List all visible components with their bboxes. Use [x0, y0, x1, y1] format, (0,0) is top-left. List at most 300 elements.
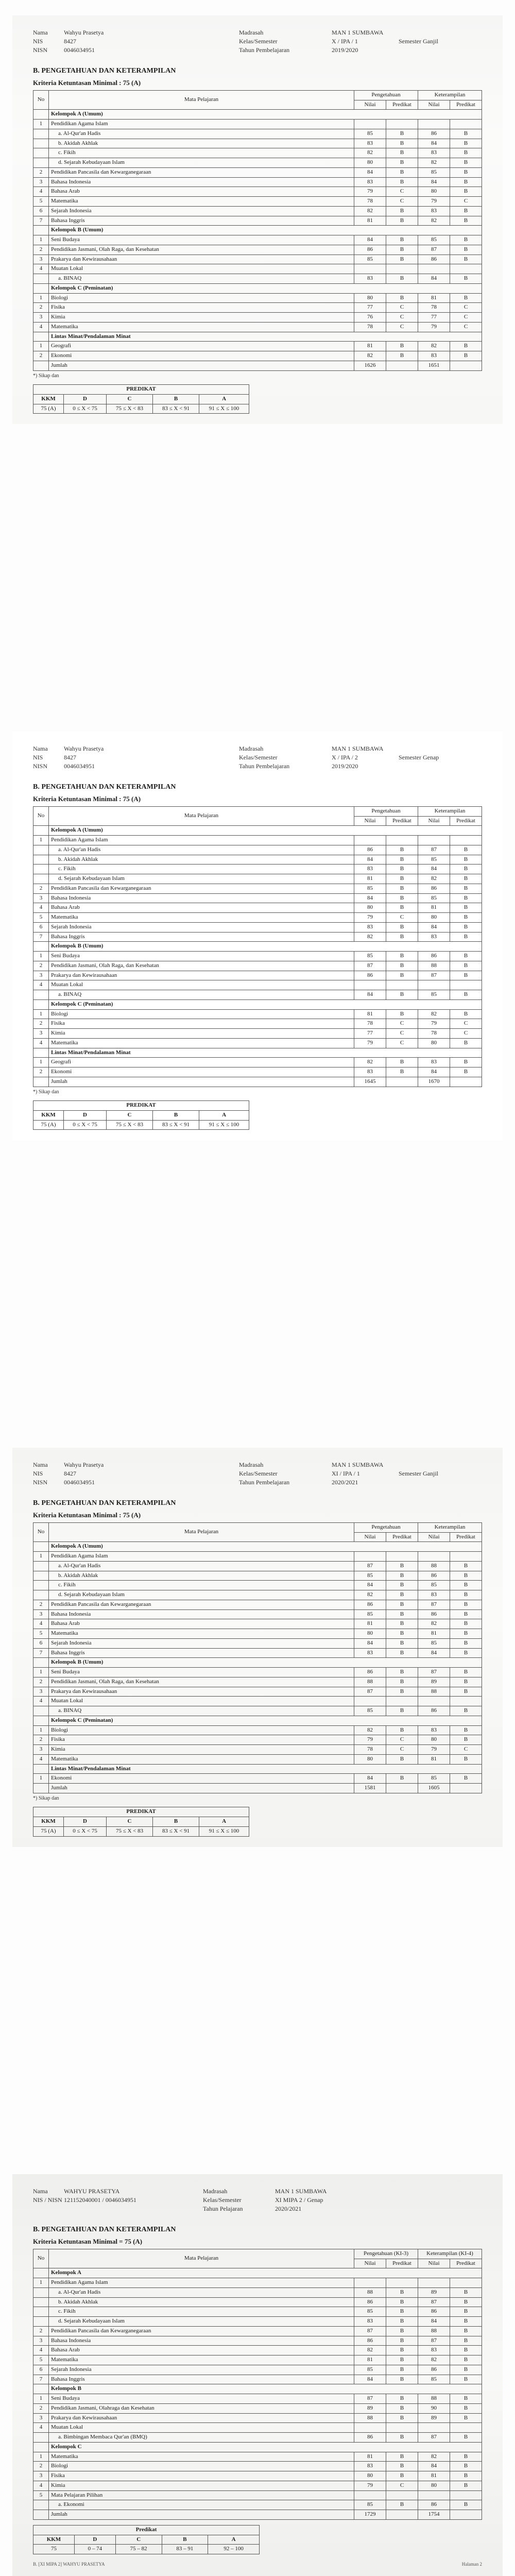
grade-value: 82 [354, 2346, 386, 2355]
section-title: B. PENGETAHUAN DAN KETERAMPILAN [33, 2226, 176, 2233]
grade-value: 85 [418, 893, 450, 903]
table-row [33, 1668, 482, 1677]
grade-predicate: B [386, 1706, 418, 1716]
col-header-keterampilan: Keterampilan [418, 90, 482, 100]
row-number: 2 [33, 167, 49, 177]
report-page [12, 15, 503, 424]
grade-value: 80 [418, 1038, 450, 1048]
grade-predicate: B [450, 913, 482, 923]
row-number [33, 1706, 49, 1716]
row-number [33, 226, 49, 235]
grade-predicate: B [386, 216, 418, 226]
table-row [33, 361, 482, 370]
grade-value: 86 [354, 971, 386, 980]
subject-name: Prakarya dan Kewirausahaan [49, 1687, 354, 1697]
table-group-row [33, 1764, 482, 1774]
table-row [33, 836, 482, 845]
col-header-subject: Mata Pelajaran [49, 90, 354, 110]
row-number: 2 [33, 2462, 49, 2471]
grade-value: 81 [354, 2452, 386, 2462]
predicate-range: 75 ≤ X < 83 [107, 404, 153, 414]
grade-value: 86 [418, 884, 450, 893]
grade-predicate [450, 2278, 482, 2288]
header-nisn-label: NISN [33, 1479, 48, 1486]
grade-predicate: B [450, 971, 482, 980]
grade-value: 88 [418, 961, 450, 971]
section-title: B. PENGETAHUAN DAN KETERAMPILAN [33, 783, 176, 791]
grade-predicate [386, 1784, 418, 1793]
header-tahun-label: Tahun Pembelajaran [239, 762, 290, 770]
row-number: 3 [33, 1745, 49, 1755]
grade-predicate: B [386, 139, 418, 148]
header-nisn-label: NISN [33, 46, 48, 54]
grade-predicate: B [450, 1735, 482, 1745]
grade-value: 80 [418, 2481, 450, 2490]
grade-value: 82 [354, 1725, 386, 1735]
table-row [33, 2462, 482, 2471]
subject-name: c. Fikih [49, 1581, 354, 1590]
subject-name: Pendidikan Jasmani, Olahraga dan Kesehatan [49, 2403, 354, 2413]
grade-predicate [386, 2423, 418, 2433]
header-madrasah: MAN 1 SUMBAWA [332, 29, 384, 36]
row-number: 2 [33, 884, 49, 893]
grade-value: 85 [418, 990, 450, 1000]
table-row [33, 1706, 482, 1716]
col-header-keterampilan: Keterampilan (KI-4) [418, 2249, 482, 2259]
grade-value: 86 [418, 2307, 450, 2317]
predicate-head: D [64, 1817, 107, 1827]
table-row [33, 990, 482, 1000]
table-group-row [33, 1658, 482, 1668]
table-row [33, 2365, 482, 2375]
grade-predicate: B [450, 1648, 482, 1658]
grade-value: 87 [418, 971, 450, 980]
table-row [33, 2394, 482, 2404]
table-row [33, 2355, 482, 2365]
grade-predicate: B [450, 2336, 482, 2346]
grade-predicate: B [386, 2375, 418, 2384]
grade-predicate: B [386, 961, 418, 971]
subject-name: b. Akidah Akhlak [49, 855, 354, 865]
grade-value: 82 [418, 1619, 450, 1629]
table-row [33, 1077, 482, 1087]
grade-value: 84 [354, 1581, 386, 1590]
grade-predicate: B [386, 351, 418, 361]
grade-value: 84 [354, 855, 386, 865]
table-header-row [33, 806, 482, 816]
grade-predicate: B [450, 893, 482, 903]
col-subheader: Nilai [418, 816, 450, 826]
grade-predicate [450, 2490, 482, 2500]
grade-value: 80 [418, 913, 450, 923]
grades-table [33, 806, 482, 1087]
row-number: 4 [33, 1619, 49, 1629]
table-row [33, 2278, 482, 2288]
grade-value: 82 [418, 342, 450, 351]
row-number [33, 2510, 49, 2520]
table-row [33, 120, 482, 129]
header-spacer [342, 2205, 512, 2213]
row-number: 2 [33, 1019, 49, 1029]
grade-predicate: B [450, 874, 482, 884]
header-spacer [167, 745, 239, 753]
grade-predicate: B [450, 1774, 482, 1784]
subject-name: Kelompok C (Peminatan) [49, 999, 482, 1009]
predicate-range: 83 ≤ X < 91 [153, 1120, 199, 1130]
subject-name: Bahasa Arab [49, 2346, 354, 2355]
predicate-table [33, 1807, 249, 1836]
footer-right: Halaman 2 [461, 2562, 482, 2567]
row-number: 2 [33, 1067, 49, 1077]
grade-value [418, 1552, 450, 1562]
header-nis-label: NIS [33, 1470, 43, 1477]
grade-value [354, 2423, 386, 2433]
predicate-head: KKM [33, 394, 64, 404]
col-subheader: Predikat [450, 100, 482, 110]
grade-value: 80 [418, 1735, 450, 1745]
table-header-row [33, 1522, 482, 1532]
subject-name: a. Al-Qur'an Hadis [49, 2287, 354, 2297]
subject-name: Ekonomi [49, 1067, 354, 1077]
row-number [33, 2287, 49, 2297]
grade-predicate: B [386, 235, 418, 245]
predicate-head-row [33, 2535, 260, 2545]
subject-name: a. Bimbingan Membaca Qur'an (BMQ) [49, 2433, 354, 2443]
table-row [33, 274, 482, 284]
predicate-range: 75 [33, 2545, 75, 2554]
grade-value: 82 [354, 351, 386, 361]
grade-predicate: B [450, 2346, 482, 2355]
predicate-title-row [33, 1101, 249, 1111]
col-header-no: No [33, 90, 49, 110]
predicate-head: A [208, 2535, 260, 2545]
subject-name: a. BINAQ [49, 274, 354, 284]
grade-predicate: B [450, 2297, 482, 2307]
table-row [33, 177, 482, 187]
grade-value: 87 [418, 2297, 450, 2307]
grade-predicate: B [386, 1629, 418, 1639]
predicate-title: PREDIKAT [33, 385, 249, 395]
header-nama-label: Nama [33, 29, 48, 36]
table-row [33, 932, 482, 942]
col-header-subject: Mata Pelajaran [49, 806, 354, 826]
row-number: 5 [33, 2490, 49, 2500]
grade-value: 83 [418, 932, 450, 942]
table-row [33, 913, 482, 923]
subject-name: Bahasa Arab [49, 903, 354, 913]
predicate-head: D [64, 1110, 107, 1120]
header-nis-label: NIS / NISN [33, 2196, 62, 2204]
header-nama: WAHYU PRASETYA [64, 2188, 120, 2195]
grade-value: 85 [354, 2365, 386, 2375]
grade-value: 86 [354, 245, 386, 255]
grade-value: 80 [354, 1629, 386, 1639]
header-tahun-label: Tahun Pembelajaran [239, 1479, 290, 1486]
grade-predicate [386, 120, 418, 129]
grade-predicate: B [386, 2403, 418, 2413]
subject-name: Kimia [49, 1745, 354, 1755]
report-page [12, 732, 503, 1140]
grade-predicate: B [386, 893, 418, 903]
grade-value: 79 [418, 1019, 450, 1029]
row-number [33, 2384, 49, 2394]
predicate-range: 75 (A) [33, 404, 64, 414]
grade-value: 86 [354, 2433, 386, 2443]
subject-name: Muatan Lokal [49, 1697, 354, 1706]
subject-name: Sejarah Indonesia [49, 922, 354, 932]
grade-value: 79 [354, 913, 386, 923]
col-subheader: Nilai [354, 100, 386, 110]
subject-name: Bahasa Indonesia [49, 177, 354, 187]
predicate-value-row [33, 1826, 249, 1836]
grade-value [418, 264, 450, 274]
grade-value [418, 2490, 450, 2500]
col-header-subject: Mata Pelajaran [49, 1522, 354, 1542]
predicate-head-row [33, 394, 249, 404]
grade-predicate: B [450, 1677, 482, 1687]
grade-predicate: B [450, 2375, 482, 2384]
grade-value: 83 [418, 1590, 450, 1600]
grade-predicate: B [386, 1648, 418, 1658]
header-extra: Semester Ganjil [399, 38, 438, 45]
table-row [33, 2326, 482, 2336]
row-number [33, 1590, 49, 1600]
grade-value: 84 [354, 990, 386, 1000]
table-row [33, 1697, 482, 1706]
predicate-range: 92 – 100 [208, 2545, 260, 2554]
subject-name: b. Akidah Akhlak [49, 2297, 354, 2307]
predicate-table [33, 2525, 260, 2554]
row-number [33, 1716, 49, 1725]
header-nis: 8427 [64, 754, 76, 761]
grade-value: 89 [354, 2403, 386, 2413]
header-nisn: 0046034951 [64, 46, 95, 54]
grade-predicate: B [386, 167, 418, 177]
grade-predicate [450, 361, 482, 370]
grade-predicate: B [450, 139, 482, 148]
col-subheader: Nilai [418, 2259, 450, 2268]
grade-predicate: B [450, 952, 482, 961]
header-nis: 121152040001 / 0046034951 [64, 2196, 136, 2204]
row-number: 2 [33, 961, 49, 971]
grade-predicate: B [386, 990, 418, 1000]
predicate-head: A [199, 394, 249, 404]
grade-predicate: B [450, 2326, 482, 2336]
subject-name: Matematika [49, 322, 354, 332]
grade-value: 81 [354, 2355, 386, 2365]
grade-value: 86 [418, 255, 450, 264]
grade-predicate: B [450, 2365, 482, 2375]
row-number [33, 942, 49, 952]
predicate-head: D [74, 2535, 115, 2545]
grade-predicate: B [450, 148, 482, 158]
row-number: 3 [33, 2471, 49, 2481]
row-number: 5 [33, 2355, 49, 2365]
grade-predicate: B [450, 129, 482, 139]
grade-value: 89 [418, 2413, 450, 2423]
grade-value: 84 [418, 274, 450, 284]
table-row [33, 255, 482, 264]
subject-name: Kimia [49, 2481, 354, 2490]
grade-predicate: B [386, 274, 418, 284]
table-row [33, 2500, 482, 2510]
header-nis: 8427 [64, 1470, 76, 1477]
grade-value: 1729 [354, 2510, 386, 2520]
row-number: 7 [33, 932, 49, 942]
row-number [33, 2307, 49, 2317]
grade-predicate: B [386, 2336, 418, 2346]
table-row [33, 2346, 482, 2355]
grade-value [418, 120, 450, 129]
grade-value: 86 [354, 1668, 386, 1677]
subject-name: d. Sejarah Kebudayaan Islam [49, 158, 354, 168]
grade-predicate: C [386, 1038, 418, 1048]
subject-name: Kelompok A [49, 2268, 482, 2278]
grade-value: 85 [354, 129, 386, 139]
grade-value: 78 [418, 1029, 450, 1039]
grade-value: 85 [354, 1571, 386, 1581]
grade-value: 89 [418, 2287, 450, 2297]
grade-value: 80 [354, 293, 386, 303]
table-group-row [33, 1048, 482, 1058]
grade-predicate: B [450, 216, 482, 226]
grade-value: 1651 [418, 361, 450, 370]
page-footer [33, 2562, 482, 2567]
predicate-range: 75 – 82 [115, 2545, 162, 2554]
subject-name: Seni Budaya [49, 235, 354, 245]
subject-name: Fisika [49, 2471, 354, 2481]
subject-name: Bahasa Inggris [49, 216, 354, 226]
grade-value: 86 [354, 2297, 386, 2307]
grade-value: 79 [418, 1745, 450, 1755]
table-row [33, 2471, 482, 2481]
col-subheader: Predikat [450, 1532, 482, 1542]
subject-name: Jumlah [49, 361, 354, 370]
grade-predicate: B [450, 293, 482, 303]
subject-name: Kelompok A (Umum) [49, 110, 482, 120]
grade-value: 82 [418, 2452, 450, 2462]
predicate-title-row [33, 385, 249, 395]
table-row [33, 1609, 482, 1619]
table-row [33, 952, 482, 961]
grade-value: 81 [418, 2471, 450, 2481]
grade-value: 79 [418, 322, 450, 332]
grade-predicate: B [450, 1581, 482, 1590]
row-number: 3 [33, 1029, 49, 1039]
kkm-label: Kriteria Ketuntasan Minimal : 75 (A) [33, 794, 141, 803]
header-nama: Wahyu Prasetya [64, 1461, 104, 1468]
table-row [33, 1725, 482, 1735]
grade-predicate [450, 1077, 482, 1087]
subject-name: a. Al-Qur'an Hadis [49, 129, 354, 139]
grade-predicate: B [386, 2452, 418, 2462]
grade-value: 83 [354, 865, 386, 874]
grade-predicate: B [450, 2355, 482, 2365]
subject-name: Matematika [49, 1038, 354, 1048]
header-nis-label: NIS [33, 38, 43, 45]
predicate-head: C [107, 1110, 153, 1120]
grade-value: 85 [354, 2307, 386, 2317]
predicate-range: 75 ≤ X < 83 [107, 1120, 153, 1130]
subject-name: Jumlah [49, 1077, 354, 1087]
table-row [33, 884, 482, 893]
grade-predicate: B [450, 1687, 482, 1697]
table-row [33, 2297, 482, 2307]
subject-name: Bahasa Indonesia [49, 1609, 354, 1619]
grade-value: 1605 [418, 1784, 450, 1793]
grade-value: 80 [354, 1754, 386, 1764]
header-nisn-label: NISN [33, 762, 48, 770]
grade-predicate: B [450, 845, 482, 855]
table-row [33, 2375, 482, 2384]
header-spacer [167, 1479, 239, 1486]
table-row [33, 1745, 482, 1755]
grade-predicate: B [450, 961, 482, 971]
grade-value: 83 [354, 2317, 386, 2327]
subject-name: Mata Pelajaran Pilihan [49, 2490, 354, 2500]
grade-predicate: B [386, 2317, 418, 2327]
header-spacer [100, 2188, 203, 2195]
grade-value: 89 [418, 1677, 450, 1687]
subject-name: Kelompok B [49, 2384, 482, 2394]
row-number: 4 [33, 264, 49, 274]
subject-name: Biologi [49, 1009, 354, 1019]
col-header-pengetahuan: Pengetahuan [354, 1522, 418, 1532]
grade-predicate: C [386, 303, 418, 313]
grade-predicate: C [386, 1029, 418, 1039]
subject-name: Sejarah Indonesia [49, 1638, 354, 1648]
predicate-range: 0 – 74 [74, 2545, 115, 2554]
grade-value: 84 [418, 865, 450, 874]
predicate-head: A [199, 1110, 249, 1120]
grade-value: 79 [354, 187, 386, 197]
table-row [33, 971, 482, 980]
row-number: 1 [33, 293, 49, 303]
grade-value: 86 [418, 952, 450, 961]
grade-predicate: C [386, 2481, 418, 2490]
row-number [33, 1658, 49, 1668]
row-number: 3 [33, 313, 49, 323]
table-row [33, 2481, 482, 2490]
grade-value: 83 [354, 1648, 386, 1658]
row-number: 4 [33, 187, 49, 197]
header-kelas: XI / IPA / 1 [332, 1470, 360, 1477]
header-madrasah-label: Madrasah [203, 2188, 228, 2195]
predicate-head: B [153, 1817, 199, 1827]
predicate-head: C [115, 2535, 162, 2545]
header-nisn: 0046034951 [64, 1479, 95, 1486]
grade-predicate: B [450, 1638, 482, 1648]
row-number: 6 [33, 922, 49, 932]
grade-value: 88 [418, 2326, 450, 2336]
subject-name: Pendidikan Agama Islam [49, 836, 354, 845]
grade-value: 87 [354, 2326, 386, 2336]
grade-value: 1626 [354, 361, 386, 370]
grade-value: 82 [354, 206, 386, 216]
grade-value [354, 1697, 386, 1706]
subject-name: Pendidikan Agama Islam [49, 2278, 354, 2288]
header-madrasah: MAN 1 SUMBAWA [332, 1461, 384, 1468]
row-number: 4 [33, 1038, 49, 1048]
grade-predicate: C [450, 322, 482, 332]
row-number [33, 139, 49, 148]
table-group-row [33, 332, 482, 342]
header-nisn-label [33, 2205, 64, 2213]
table-row [33, 1561, 482, 1571]
grade-predicate: B [450, 177, 482, 187]
row-number [33, 865, 49, 874]
row-number: 1 [33, 1668, 49, 1677]
